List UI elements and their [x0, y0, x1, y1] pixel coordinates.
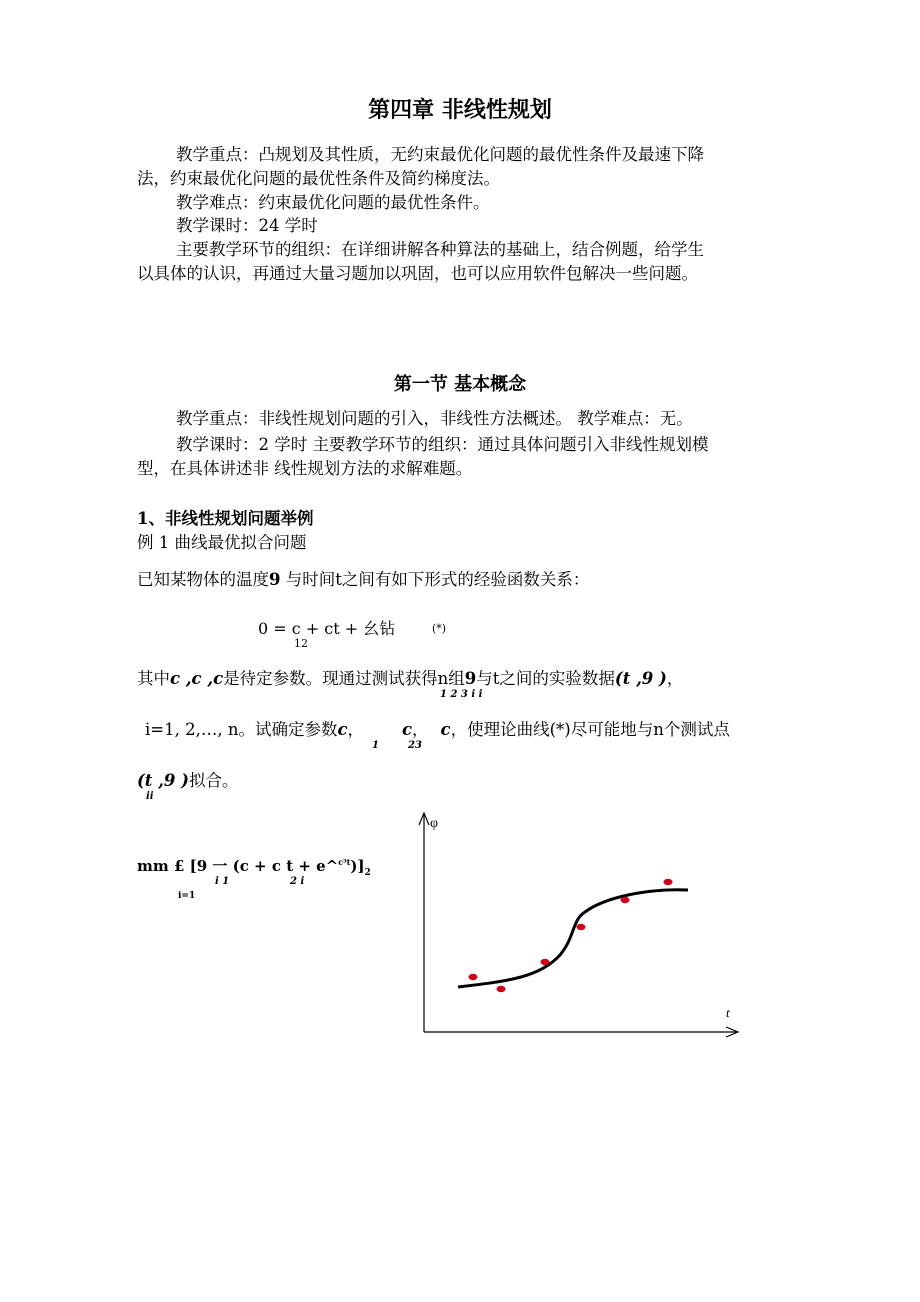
objective-subscript-b: 2 i — [290, 876, 305, 887]
intro-line: 已知某物体的温度9 与时间t之间有如下形式的经验函数关系： — [137, 570, 590, 589]
chapter-hours: 教学课时：24 学时 — [176, 216, 318, 235]
fit-points-subscript: ii — [146, 791, 154, 802]
parameters-line: 其中c ,c ,c是待定参数。现通过测试获得n组9与t之间的实验数据(t ,9 )， — [137, 669, 684, 688]
data-point-4 — [577, 924, 586, 930]
chapter-difficulty: 教学难点：约束最优化问题的最优性条件。 — [176, 193, 490, 212]
data-point-2 — [497, 986, 506, 992]
chapter-organization-line2: 以具体的认识，再通过大量习题加以巩固，也可以应用软件包解决一些问题。 — [137, 264, 698, 283]
section-focus: 教学重点：非线性规划问题的引入，非线性方法概述。 教学难点：无。 — [176, 409, 693, 428]
formula-subscripts: 12 — [294, 637, 308, 650]
subsection-heading: 1、非线性规划问题举例 — [137, 509, 314, 528]
y-axis-label: φ — [430, 816, 439, 831]
parameters-subscripts: 1 2 3 i i — [440, 689, 483, 700]
section-hours-line2: 型，在具体讲述非 线性规划方法的求解难题。 — [137, 459, 473, 478]
param-subscript-1: 1 — [372, 740, 379, 751]
chapter-focus-line2: 法，约束最优化问题的最优性条件及简约梯度法。 — [137, 169, 500, 188]
objective-sum-limit: i=1 — [178, 891, 196, 901]
empirical-formula: 0 = c + ct + 幺钻 — [258, 619, 396, 638]
fit-points-line: (t ,9 )拟合。 — [137, 771, 239, 790]
example-title: 例 1 曲线最优拟合问题 — [137, 533, 307, 552]
chapter-organization-line1: 主要教学环节的组织：在详细讲解各种算法的基础上，结合例题，给学生 — [176, 240, 704, 259]
fitted-curve — [458, 890, 688, 987]
fitting-curve-figure — [400, 805, 750, 1045]
chapter-title: 第四章 非线性规划 — [368, 98, 552, 123]
objective-function: mm £ [9 一 (c + c $t + e\^{}^{c^3t})]_2$ — [137, 857, 371, 878]
determine-params-line: i=1, 2,…, n。试确定参数c， c， c，使理论曲线(*)尽可能地与n个测试点 — [145, 720, 730, 739]
x-axis-label: t — [726, 1005, 730, 1020]
chapter-focus-line1: 教学重点：凸规划及其性质，无约束最优化问题的最优性条件及最速下降 — [176, 145, 704, 164]
data-point-1 — [469, 974, 478, 980]
param-subscript-23: 23 — [408, 740, 422, 751]
data-point-5 — [621, 897, 630, 903]
objective-subscript-a: i 1 — [215, 876, 230, 887]
data-point-3 — [541, 959, 550, 965]
section-hours-line1: 教学课时：2 学时 主要教学环节的组织：通过具体问题引入非线性规划模 — [176, 435, 709, 454]
section-title: 第一节 基本概念 — [393, 374, 527, 395]
formula-star-label: (*) — [432, 622, 447, 635]
data-point-6 — [664, 879, 673, 885]
